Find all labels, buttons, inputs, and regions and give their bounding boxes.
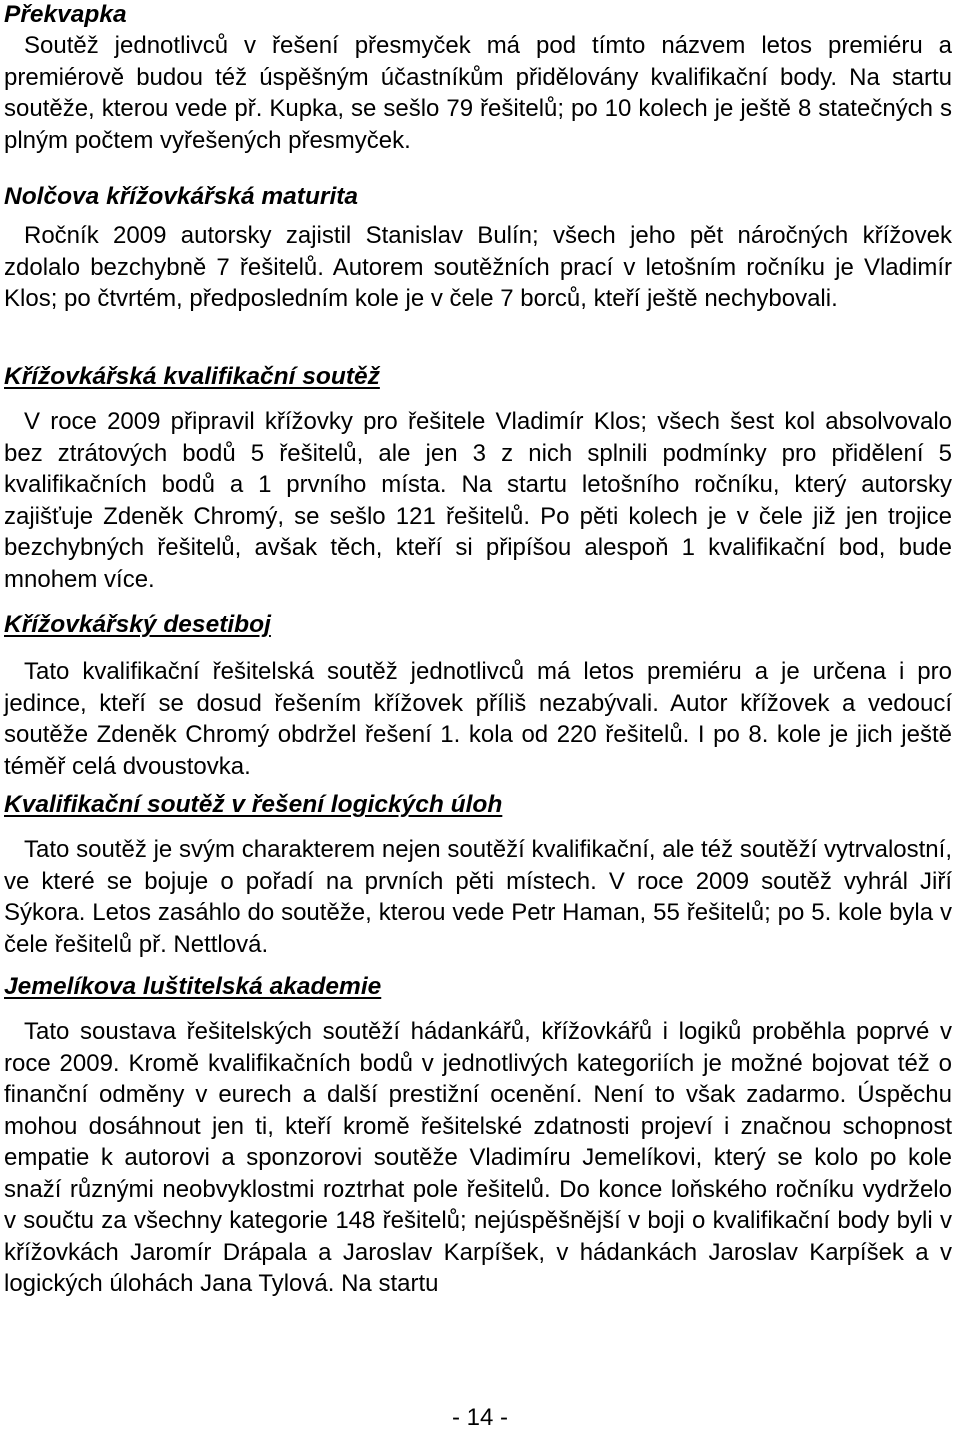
section-paragraph: Ročník 2009 autorsky zajistil Stanislav Bulín; všech jeho pět náročných křížovek zdolalo bezchybně 7 řešitelů. Autorem soutěžních prací v letošním ročníku je Vladimír Klos; po čtvrtém, předposledním kole je v čele 7 borců, kteří ještě nechybovali. [4, 222, 952, 312]
section-heading-text: Křížovkářská kvalifikační soutěž [4, 363, 380, 390]
section-heading [0, 972, 952, 1002]
section-krizovkarsky-desetiboj [0, 610, 952, 782]
section-heading-text: Křížovkářský desetiboj [4, 611, 271, 638]
section-heading: Nolčova křížovkářská maturita [4, 183, 359, 210]
section-paragraph: Soutěž jednotlivců v řešení přesmyček má pod tímto názvem letos premiéru a premiérově budou též úspěšným účastníkům přidělovány kvalifikační body. Na startu soutěže, kterou vede př. Kupka, se sešlo 79 řešitelů; po 10 kolech je ještě 8 statečných s plným počtem vyřešených přesmyček. [4, 32, 952, 154]
page-number: - 14 - [451, 1404, 508, 1431]
section-paragraph: Tato kvalifikační řešitelská soutěž jednotlivců má letos premiéru a je určena i pro jedince, kteří se dosud řešením křížovek příliš nezabývali. Autor křížovek a vedoucí soutěže Zdeněk Chromý obdržel řešení 1. kola od 220 řešitelů. I po 8. kole je jich ještě téměř celá dvoustovka. [4, 658, 952, 780]
section-heading-text: Jemelíkova luštitelská akademie [4, 973, 382, 1000]
section-heading [0, 610, 952, 640]
section-paragraph: Tato soustava řešitelských soutěží hádankářů, křížovkářů i logiků proběhla poprvé v roce 2009. Kromě kvalifikačních bodů v jednotlivých kategoriích je možné bojovat též o finanční odměny v eurech a další prestižní ocenění. Není to však zadarmo. Úspěchu mohou dosáhnout jen ti, kteří kromě řešitelské zdatnosti projeví i značnou schopnost empatie k autorovi a sponzorovi soutěže Vladimíru Jemelíkovi, který se kolo po kole snaží různými neobvyklostmi roztrhat pole řešitelů. Do konce loňského ročníku vydrželo v součtu za všechny kategorie 148 řešitelů; nejúspěšnější v boji o kvalifikační body byli v křížovkách Jaromír Drápala a Jaroslav Karpíšek, v hádankách Jaroslav Karpíšek a v logických úlohách Jana Tylová. Na startu [4, 1018, 952, 1297]
section-heading: Překvapka [4, 1, 127, 28]
section-paragraph: V roce 2009 připravil křížovky pro řešitele Vladimír Klos; všech šest kol absolvovalo bez ztrátových bodů 5 řešitelů, ale jen 3 z nich splnili podmínky pro přidělení 5 kvalifikačních bodů a 1 prvního místa. Na startu letošního ročníku, který autorsky zajišťuje Zdeněk Chromý, se sešlo 121 řešitelů. Po pěti kolech je v čele již jen trojice bezchybných řešitelů, avšak těch, kteří si připíšou alespoň 1 kvalifikační bod, bude mnohem více. [4, 408, 952, 593]
section-heading [0, 790, 952, 820]
section-prekvapka [0, 0, 952, 156]
section-logicke-ulohy [0, 790, 952, 960]
section-heading-text: Kvalifikační soutěž v řešení logických úloh [4, 791, 503, 818]
section-jemelikova-akademie [0, 972, 952, 1300]
section-krizovkarska-kvalifikacni-soutez [0, 362, 952, 595]
section-nolcova-maturita [0, 182, 952, 315]
section-heading [0, 362, 952, 392]
section-paragraph: Tato soutěž je svým charakterem nejen soutěží kvalifikační, ale též soutěží vytrvalostní, ve které se bojuje o pořadí na prvních pěti místech. V roce 2009 soutěž vyhrál Jiří Sýkora. Letos zasáhlo do soutěže, kterou vede Petr Haman, 55 řešitelů; po 5. kole byla v čele řešitelů př. Nettlová. [4, 836, 952, 958]
